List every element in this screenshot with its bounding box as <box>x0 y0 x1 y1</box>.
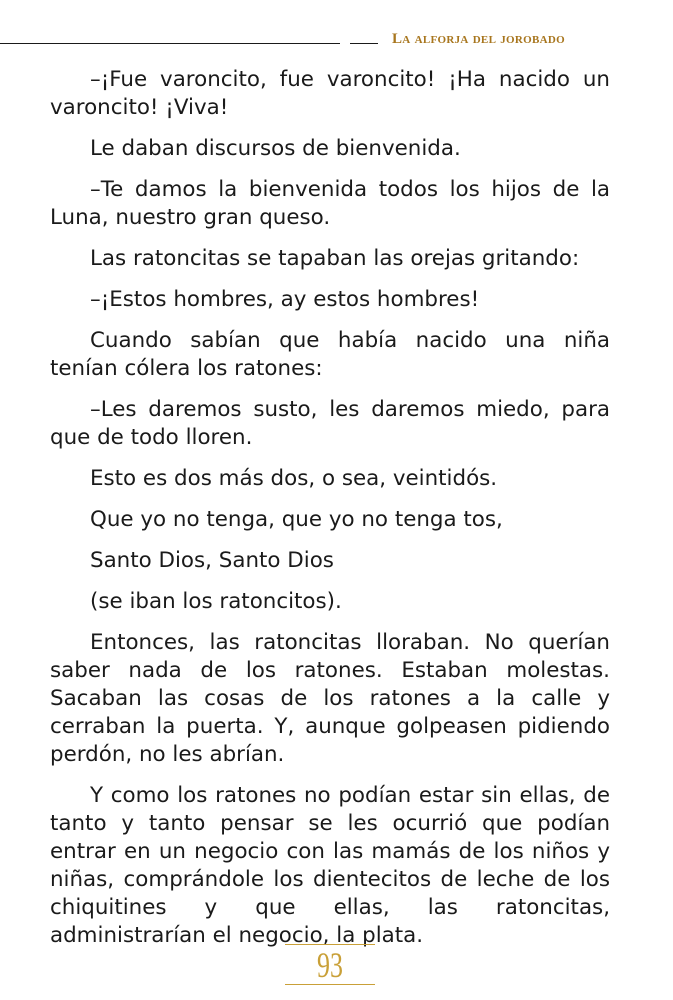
paragraph: Entonces, las ratoncitas lloraban. No querían saber nada de los ratones. Estaban molestas. Sacaban las cosas de los ratones a la calle y cerraban la puerta. Y, aunque golpeasen pidiendo perdón, no les abrían. <box>50 630 610 767</box>
paragraph: Esto es dos más dos, o sea, veintidós. <box>90 466 498 491</box>
paragraph: –Les daremos susto, les daremos miedo, para que de todo lloren. <box>50 397 610 450</box>
running-header <box>0 28 673 52</box>
paragraph: Le daban discursos de bienvenida. <box>90 136 461 161</box>
header-rule <box>0 43 340 44</box>
paragraph: –¡Fue varoncito, fue varoncito! ¡Ha nacido un varoncito! ¡Viva! <box>50 67 610 120</box>
paragraph: Y como los ratones no podían estar sin ellas, de tanto y tanto pensar se les ocurrió que podían entrar en un negocio con las mamás de los niños y niñas, comprándole los dientecitos de leche de los chiquitines y que ellas, las ratoncitas, administrarían el negocio, la plata. <box>50 783 610 948</box>
paragraph: –Te damos la bienvenida todos los hijos de la Luna, nuestro gran queso. <box>50 177 610 230</box>
running-title: La alforja del jorobado <box>392 31 565 47</box>
header-rule-short <box>350 43 378 44</box>
page-number: 93 <box>317 945 343 985</box>
paragraph: Las ratoncitas se tapaban las orejas gritando: <box>90 246 580 271</box>
folio-rule-bottom <box>285 984 375 985</box>
verse-line: Que yo no tenga, que yo no tenga tos, <box>90 507 503 532</box>
verse-line: (se iban los ratoncitos). <box>90 589 342 614</box>
verse-line: Santo Dios, Santo Dios <box>90 548 334 573</box>
paragraph: Cuando sabían que había nacido una niña tenían cólera los ratones: <box>50 328 610 381</box>
page-number-block <box>285 940 375 988</box>
body-text <box>50 66 610 963</box>
paragraph: –¡Estos hombres, ay estos hombres! <box>90 287 480 312</box>
